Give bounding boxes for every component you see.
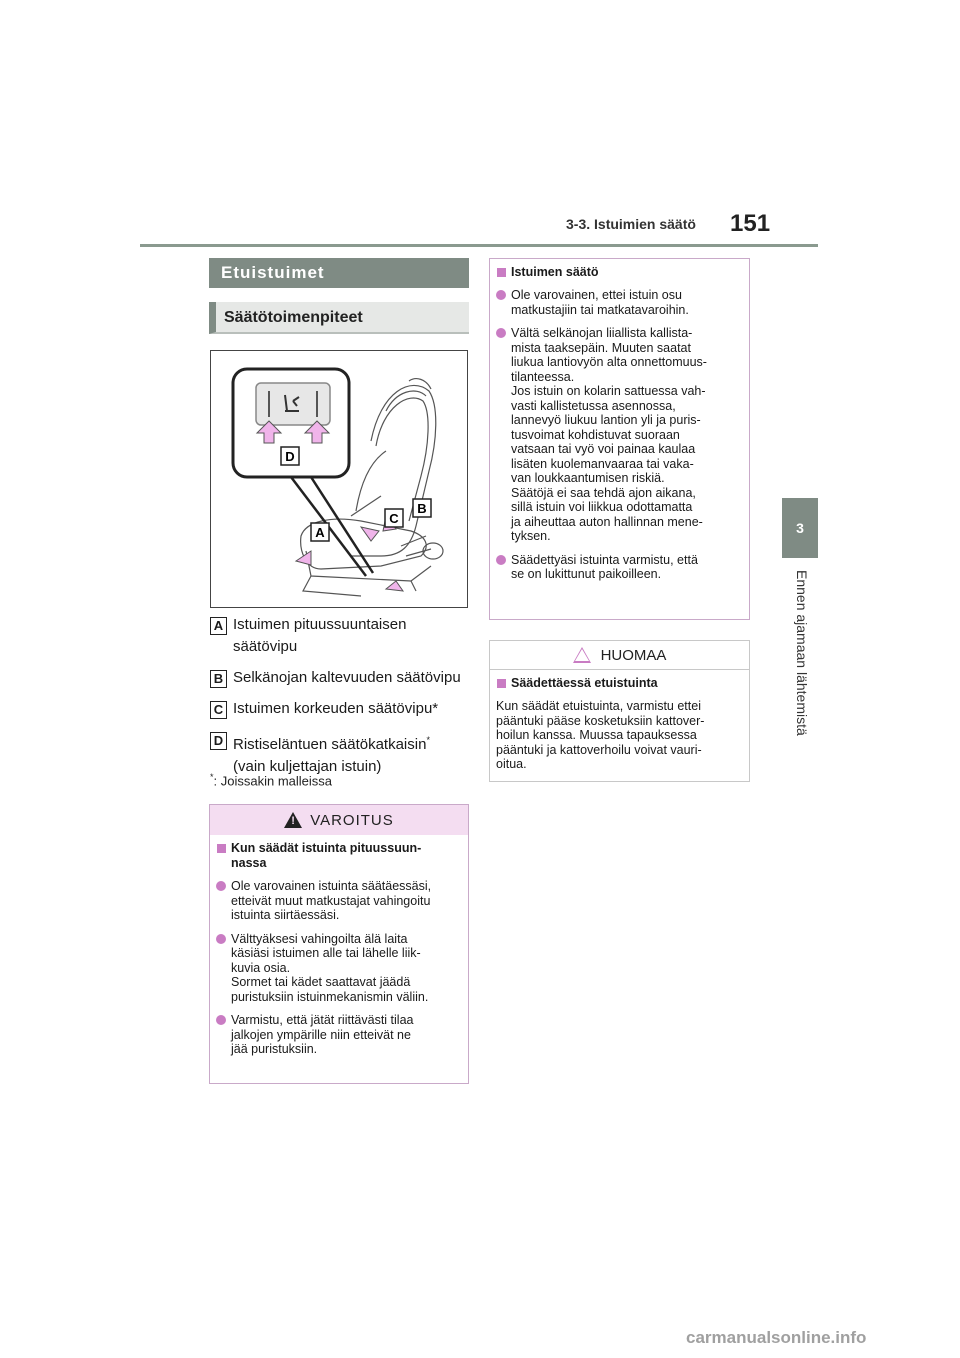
warning-header: ! VAROITUS xyxy=(210,805,468,835)
figure-label-c: C xyxy=(389,511,399,526)
info-bullet: Ole varovainen, ettei istuin osu matkustajiin tai matkatavaroihin. xyxy=(496,288,743,317)
circle-bullet-icon xyxy=(216,934,226,944)
square-bullet-icon xyxy=(497,679,506,688)
figure-label-b: B xyxy=(417,501,427,516)
seat-diagram xyxy=(211,351,467,607)
legend-badge: C xyxy=(210,701,227,719)
header-divider xyxy=(140,244,818,247)
legend-item xyxy=(210,698,472,720)
warning-bullet: Ole varovainen istuinta säätäessäsi, etteivät muut matkustajat vahingoitu istuinta siirtäessäsi. xyxy=(216,879,462,923)
legend-text: Ristiseläntuen säätökatkaisin* (vain kuljettajan istuin) xyxy=(233,735,430,775)
legend-item xyxy=(210,667,472,689)
circle-bullet-icon xyxy=(496,328,506,338)
figure-legend xyxy=(210,614,472,787)
warning-box xyxy=(209,804,469,1084)
note-title: Säädettäessä etuistuinta xyxy=(496,676,743,691)
lever-arrow-icon xyxy=(386,581,403,591)
section-heading: Etuistuimet xyxy=(209,258,469,288)
circle-bullet-icon xyxy=(496,290,506,300)
warning-title: Kun säädät istuinta pituussuun- nassa xyxy=(216,841,462,871)
seat-illustration xyxy=(210,350,468,608)
warning-bullet: Välttyäksesi vahingoilta älä laita käsiäsi istuimen alle tai lähelle liik- kuvia osia. Sormet tai kädet saattavat jäädä puristuksiin istuinmekanismin väliin. xyxy=(216,932,462,1005)
legend-text: Selkänojan kaltevuuden säätövipu xyxy=(233,669,461,686)
legend-text: Istuimen pituussuuntaisen säätövipu xyxy=(233,616,407,655)
legend-item xyxy=(210,614,472,658)
figure-label-a: A xyxy=(315,525,325,540)
info-bullet: Säädettyäsi istuinta varmistu, että se on lukittunut paikoilleen. xyxy=(496,553,743,582)
slide-arrow-icon xyxy=(296,551,311,565)
figure-label-d: D xyxy=(285,449,295,464)
legend-badge: B xyxy=(210,670,227,688)
chapter-tab: 3 xyxy=(782,498,818,558)
footnote: *: Joissakin malleissa xyxy=(210,772,333,789)
caution-triangle-icon xyxy=(573,647,591,663)
note-box xyxy=(489,640,750,782)
watermark: carmanualsonline.info xyxy=(686,1328,867,1347)
info-box xyxy=(489,258,750,620)
lumbar-switch-panel xyxy=(256,383,330,425)
note-header: HUOMAA xyxy=(490,641,749,670)
page-number: 151 xyxy=(730,210,771,237)
info-title: Istuimen säätö xyxy=(496,265,743,280)
square-bullet-icon xyxy=(497,268,506,277)
info-bullet: Vältä selkänojan liiallista kallista- mista taaksepäin. Muuten saatat liukua lantiovyön alta onnettomuus- tilanteessa. Jos istuin on kolarin sattuessa vah- vasti kallistetussa asennossa, lannevyö liukuu lantion yli ja puris- tusvoimat kohdistuvat suoraan vatsaan tai vyö voi painaa kaulaa lisäten kuolemanvaaraa tai vaka- van loukkaantumisen riskiä. Säätöjä ei saa tehdä ajon aikana, sillä istuin voi liikkua odottamatta ja aiheuttaa auton hallinnan mene- tyksen. xyxy=(496,326,743,544)
legend-badge: A xyxy=(210,617,227,635)
legend-badge: D xyxy=(210,732,227,750)
circle-bullet-icon xyxy=(216,881,226,891)
legend-item xyxy=(210,729,472,778)
square-bullet-icon xyxy=(217,844,226,853)
warning-bullet: Varmistu, että jätät riittävästi tilaa jalkojen ympärille niin etteivät ne jää puristuksiin. xyxy=(216,1013,462,1057)
height-arrow-icon xyxy=(361,527,379,541)
running-header: 3-3. Istuimien säätö xyxy=(566,216,696,232)
circle-bullet-icon xyxy=(496,555,506,565)
circle-bullet-icon xyxy=(216,1015,226,1025)
warning-triangle-icon xyxy=(284,812,302,828)
subsection-heading: Säätötoimenpiteet xyxy=(209,302,469,334)
chapter-title: Ennen ajamaan lähtemistä xyxy=(794,570,810,736)
legend-text: Istuimen korkeuden säätövipu* xyxy=(233,700,439,717)
note-body: Kun säädät etuistuinta, varmistu ettei pääntuki pääse kosketuksiin kattover- hoilun kanssa. Muussa tapauksessa pääntuki ja kattoverhoilu voivat vauri- oitua. xyxy=(496,699,705,771)
